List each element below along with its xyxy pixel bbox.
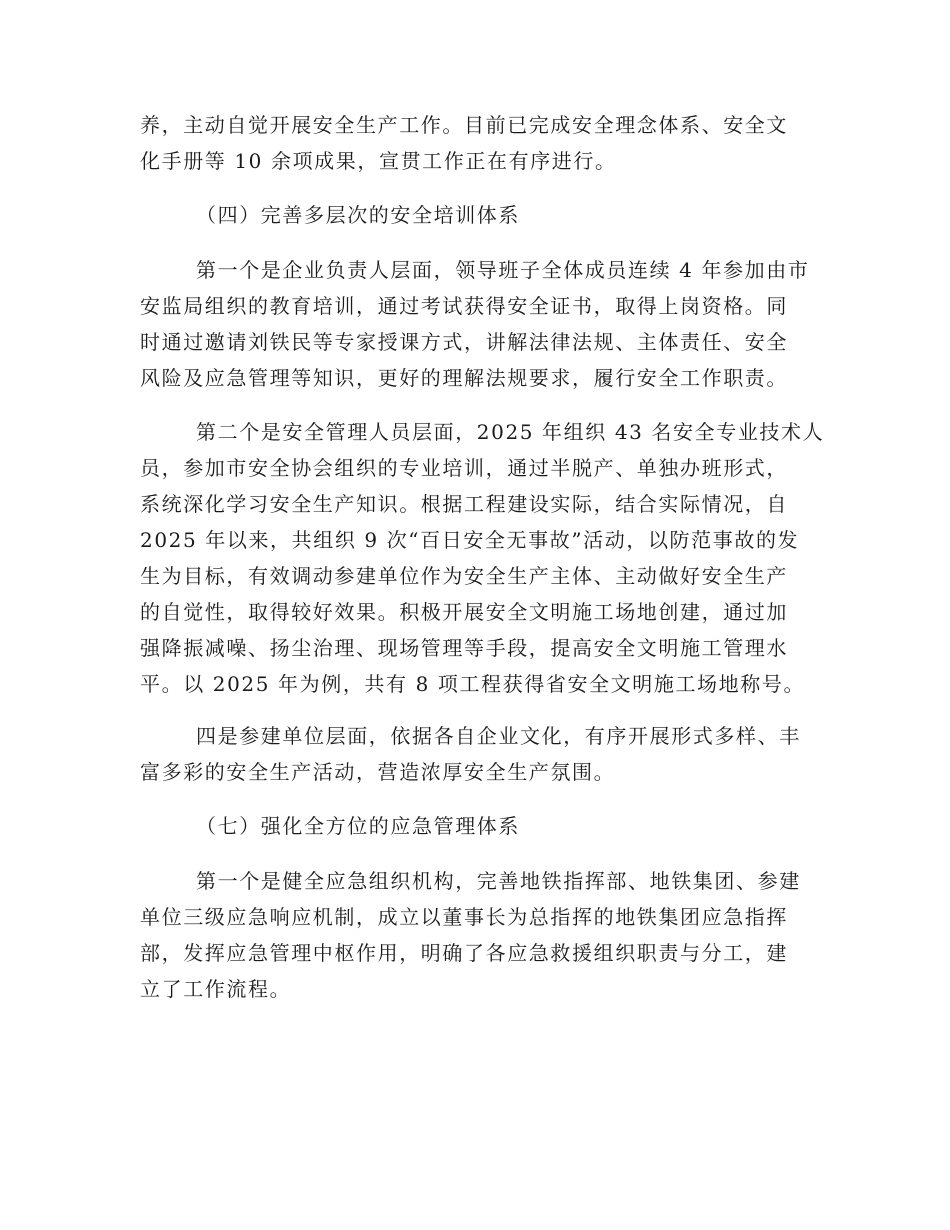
section-heading-emergency	[140, 808, 800, 844]
paragraph-line: 单位三级应急响应机制，成立以董事长为总指挥的地铁集团应急指挥	[140, 905, 788, 929]
paragraph-line: 时通过邀请刘铁民等专家授课方式，讲解法律法规、主体责任、安全	[140, 330, 788, 354]
paragraph-units-activities	[140, 718, 800, 790]
section-heading-training	[140, 197, 800, 233]
paragraph-line: 强降振减噪、扬尘治理、现场管理等手段，提高安全文明施工管理水	[140, 636, 788, 660]
paragraph-managers-training	[140, 414, 825, 702]
paragraph-line: 第一个是健全应急组织机构，完善地铁指挥部、地铁集团、参建	[196, 869, 801, 893]
paragraph-line: 化手册等 10 余项成果，宣贯工作正在有序进行。	[140, 149, 617, 173]
paragraph-line: 系统深化学习安全生产知识。根据工程建设实际，结合实际情况，自	[140, 492, 788, 516]
paragraph-line: 养，主动自觉开展安全生产工作。目前已完成安全理念体系、安全文	[140, 113, 788, 137]
heading-text: （七）强化全方位的应急管理体系	[196, 814, 520, 838]
paragraph-line: 第二个是安全管理人员层面，2025 年组织 43 名安全专业技术人	[196, 420, 825, 444]
paragraph-line: 的自觉性，取得较好效果。积极开展安全文明施工场地创建，通过加	[140, 600, 788, 624]
paragraph-line: 员，参加市安全协会组织的专业培训，通过半脱产、单独办班形式，	[140, 456, 788, 480]
paragraph-line: 富多彩的安全生产活动，营造浓厚安全生产氛围。	[140, 760, 616, 784]
heading-text: （四）完善多层次的安全培训体系	[196, 203, 520, 227]
paragraph-line: 生为目标，有效调动参建单位作为安全生产主体、主动做好安全生产	[140, 564, 788, 588]
paragraph-line: 部，发挥应急管理中枢作用，明确了各应急救援组织职责与分工，建	[140, 941, 788, 965]
paragraph-leaders-training	[140, 252, 810, 396]
paragraph-culture-results	[140, 107, 800, 179]
paragraph-line: 2025 年以来，共组织 9 次“百日安全无事故”活动，以防范事故的发	[140, 528, 800, 552]
paragraph-line: 四是参建单位层面，依据各自企业文化，有序开展形式多样、丰	[196, 724, 801, 748]
paragraph-line: 第一个是企业负责人层面，领导班子全体成员连续 4 年参加由市	[196, 258, 810, 282]
paragraph-line: 安监局组织的教育培训，通过考试获得安全证书，取得上岗资格。同	[140, 294, 788, 318]
paragraph-emergency-organization	[140, 863, 800, 1007]
paragraph-line: 风险及应急管理等知识，更好的理解法规要求，履行安全工作职责。	[140, 366, 788, 390]
paragraph-line: 立了工作流程。	[140, 977, 292, 1001]
paragraph-line: 平。以 2025 年为例，共有 8 项工程获得省安全文明施工场地称号。	[140, 672, 806, 696]
